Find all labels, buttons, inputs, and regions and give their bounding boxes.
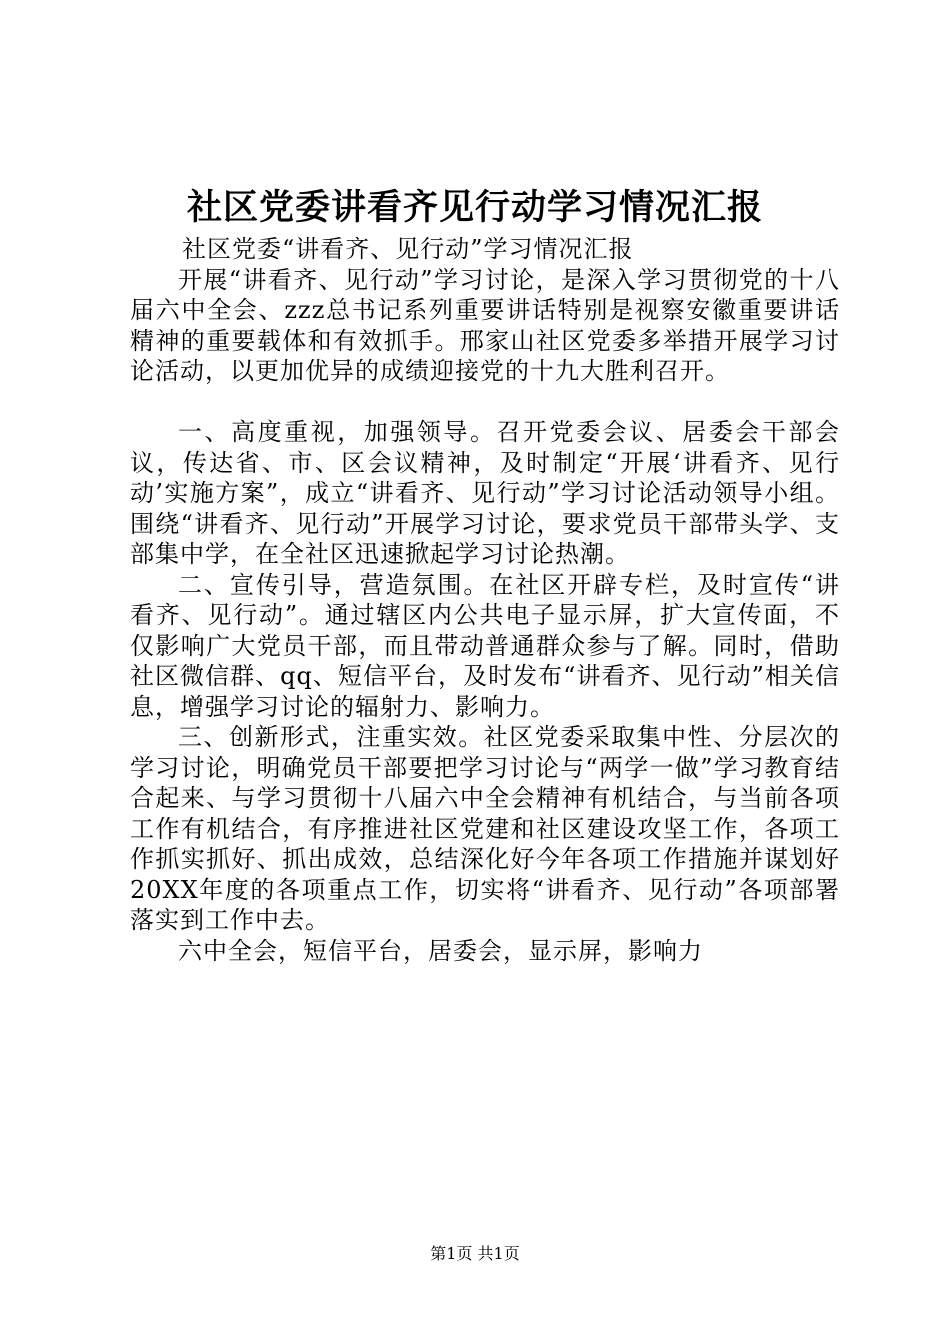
- paragraph-spacer: [130, 387, 840, 418]
- page-footer: 第1页 共1页: [430, 1244, 520, 1263]
- document-subtitle: 社区党委“讲看齐、见行动”学习情况汇报: [182, 235, 634, 263]
- keywords-paragraph: 六中全会，短信平台，居委会，显示屏，影响力: [178, 936, 703, 965]
- section-two-paragraph: 二、宣传引导，营造氛围。在社区开辟专栏，及时宣传“讲看齐、见行动”。通过辖区内公共电子显示屏，扩大宣传面，不仅影响广大党员干部，而且带动普通群众参与了解。同时，借助社区微信群、qq、短信平台，及时发布“讲看齐、见行动”相关信息，增强学习讨论的辐射力、影响力。: [130, 570, 840, 721]
- section-one-paragraph: 一、高度重视，加强领导。召开党委会议、居委会干部会议，传达省、市、区会议精神，及时制定“开展‘讲看齐、见行动’实施方案”，成立“讲看齐、见行动”学习讨论活动领导小组。围绕“讲看齐、见行动”开展学习讨论，要求党员干部带头学、支部集中学，在全社区迅速掀起学习讨论热潮。: [130, 418, 840, 568]
- intro-paragraph: 开展“讲看齐、见行动”学习讨论，是深入学习贯彻党的十八届六中全会、zzz总书记系列重要讲话特别是视察安徽重要讲话精神的重要载体和有效抓手。邢家山社区党委多举措开展学习讨论活动，以更加优异的成绩迎接党的十九大胜利召开。: [130, 265, 840, 385]
- section-three-paragraph: 三、创新形式，注重实效。社区党委采取集中性、分层次的学习讨论，明确党员干部要把学习讨论与“两学一做”学习教育结合起来、与学习贯彻十八届六中全会精神有机结合，与当前各项工作有机结合，有序推进社区党建和社区建设攻坚工作，各项工作抓实抓好、抓出成效，总结深化好今年各项工作措施并谋划好20XX年度的各项重点工作，切实将“讲看齐、见行动”各项部署落实到工作中去。: [130, 723, 840, 934]
- document-body: [130, 265, 840, 967]
- document-title: 社区党委讲看齐见行动学习情况汇报: [186, 187, 763, 228]
